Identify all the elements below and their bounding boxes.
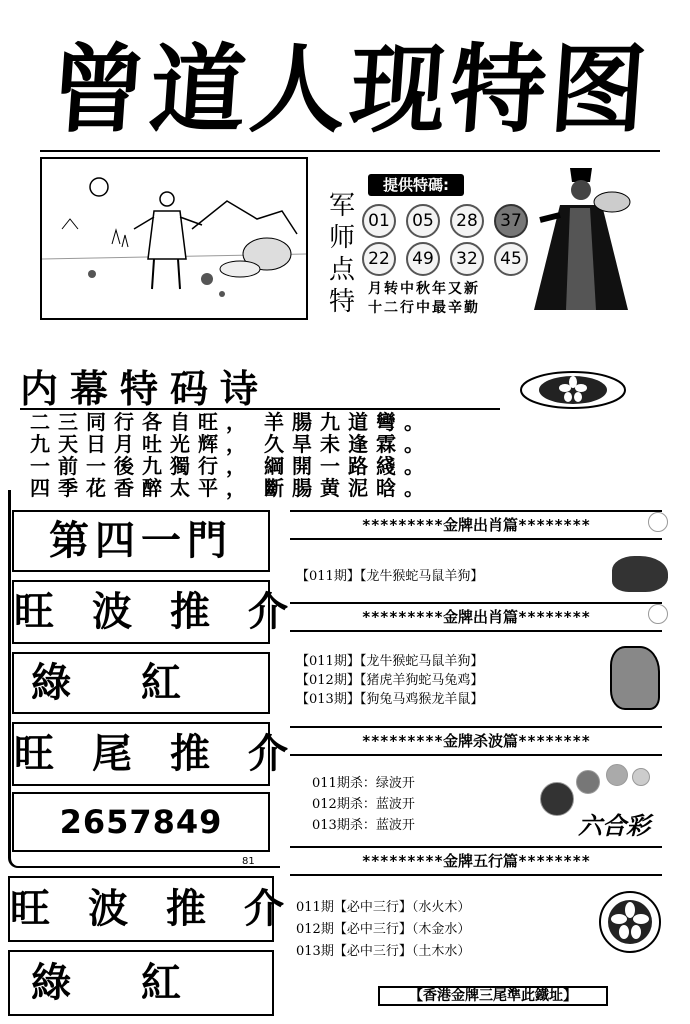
kill-wave-line: 012期杀：蓝波开 [312, 797, 415, 812]
wave-value-box [8, 950, 274, 1016]
poem-part: 四季花香醉太平， [30, 476, 254, 500]
zodiac-line: 【011期】【龙牛猴蛇马鼠羊狗】 [296, 569, 484, 584]
poem-part: 二三同行各自旺， [30, 410, 254, 434]
wave-title: 旺波推介 [10, 886, 322, 932]
page-number: 81 [242, 856, 255, 867]
bauhinia-logo [598, 890, 662, 954]
animal-icon [612, 556, 668, 592]
tail-value-box [12, 792, 270, 852]
liuhecai-label: 六合彩 [578, 811, 650, 840]
number-ball: 37 [494, 204, 528, 238]
sidebar-label: 军师点特 [328, 191, 355, 317]
zodiac-line: 【011期】【龙牛猴蛇马鼠羊狗】 [296, 654, 484, 669]
tail-value: 2657849 [59, 803, 223, 841]
door-label: 第四一門 [49, 518, 233, 564]
character-icon [610, 646, 660, 710]
sage-figure [530, 160, 640, 315]
number-ball: 49 [406, 242, 440, 276]
number-ball: 32 [450, 242, 484, 276]
tail-title: 旺尾推介 [14, 731, 326, 777]
section-title: *********金牌五行篇******** [290, 846, 662, 876]
wave-value: 綠紅 [31, 960, 251, 1006]
ball-icon [632, 768, 650, 786]
poem-title: 内幕特码诗 [20, 367, 271, 411]
element-line: 013期【必中三行】（土木水） [296, 944, 471, 959]
ball-icon [576, 770, 600, 794]
illustration [40, 157, 308, 320]
number-ball: 22 [362, 242, 396, 276]
section-title: *********金牌出肖篇******** [290, 602, 662, 632]
circle-icon [648, 512, 668, 532]
zodiac-line: 【012期】【猪虎羊狗蛇马兔鸡】 [296, 673, 484, 688]
poem-line [30, 472, 670, 501]
poem-part: 一前一後九獨行， [30, 454, 254, 478]
zodiac-line: 【013期】【狗兔马鸡猴龙羊鼠】 [296, 692, 484, 707]
wave-title-box [12, 580, 326, 644]
circle-icon [648, 604, 668, 624]
kill-wave-line: 013期杀：蓝波开 [312, 818, 415, 833]
tail-title-box [12, 722, 326, 786]
number-ball: 28 [450, 204, 484, 238]
poem-part: 綱開一路綫。 [264, 454, 432, 478]
phrase-line: 月转中秋年又新 [368, 281, 480, 297]
title-rule [40, 150, 660, 154]
bauhinia-logo [518, 370, 628, 410]
ball-icon [606, 764, 628, 786]
wave-value-box [12, 652, 270, 714]
poem-part: 久旱未逢霖。 [264, 432, 432, 456]
wave-value: 綠紅 [31, 660, 251, 706]
section-title: *********金牌杀波篇******** [290, 726, 662, 756]
element-line: 011期【必中三行】（水火木） [296, 900, 471, 915]
kill-wave-line: 011期杀：绿波开 [312, 776, 415, 791]
poem-part: 九天日月吐光辉， [30, 432, 254, 456]
poem-part: 羊腸九道彎。 [264, 410, 432, 434]
number-ball: 01 [362, 204, 396, 238]
ball-icon [540, 782, 574, 816]
wave-title-box [8, 876, 322, 942]
page-title: 曾道人现特图 [46, 34, 654, 146]
footer-banner: 【香港金牌三尾準此鐵址】 [378, 986, 608, 1006]
phrase-line: 十二行中最辛勤 [368, 300, 480, 316]
number-ball: 05 [406, 204, 440, 238]
special-label: 提供特碼: [368, 174, 464, 196]
section-title: *********金牌出肖篇******** [290, 510, 662, 540]
wave-title: 旺波推介 [14, 589, 326, 635]
poem-part: 斷腸黄泥晗。 [264, 476, 432, 500]
door-box [12, 510, 270, 572]
number-ball: 45 [494, 242, 528, 276]
special-numbers [362, 204, 532, 274]
element-line: 012期【必中三行】（木金水） [296, 922, 471, 937]
